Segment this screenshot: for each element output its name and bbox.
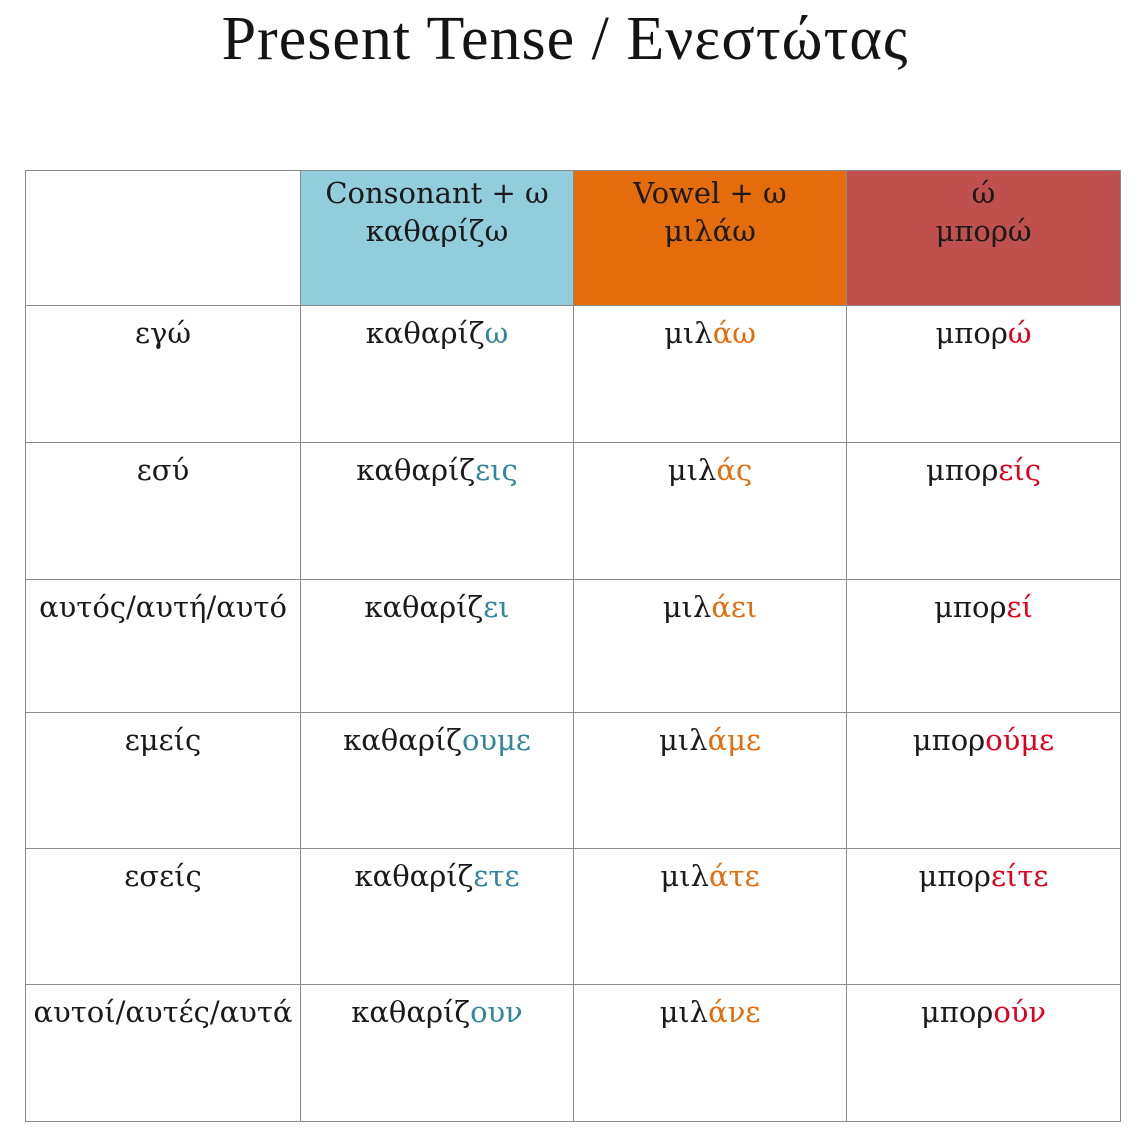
pronoun-text: εγώ (134, 316, 191, 350)
accent-cell (847, 580, 1121, 713)
vowel-cell (574, 985, 847, 1122)
pronoun-cell (26, 306, 301, 443)
pronoun-text: αυτοί/αυτές/αυτά (33, 995, 293, 1029)
table-row (26, 849, 1121, 985)
consonant-cell (301, 713, 574, 849)
verb-ending: άτε (708, 859, 760, 893)
verb-ending: ετε (473, 859, 520, 893)
consonant-cell (301, 849, 574, 985)
verb-stem: καθαρίζ (351, 995, 471, 1029)
verb-ending: ούμε (985, 723, 1055, 757)
pronoun-cell (26, 985, 301, 1122)
pronoun-cell (26, 580, 301, 713)
verb-stem: μιλ (664, 316, 713, 350)
pronoun-cell (26, 713, 301, 849)
verb-stem: μιλ (662, 590, 712, 624)
verb-ending: άς (716, 453, 753, 487)
header-corner-cell (26, 171, 301, 306)
verb-ending: ουμε (461, 723, 531, 757)
vowel-cell (574, 443, 847, 580)
verb-ending: άω (712, 316, 756, 350)
verb-stem: μιλ (658, 723, 708, 757)
header-accent-label: ώ (971, 176, 996, 210)
accent-cell (847, 306, 1121, 443)
header-vowel-group (574, 171, 847, 306)
header-consonant-example: καθαρίζω (365, 214, 509, 248)
page-title: Present Tense / Ενεστώτας (221, 5, 909, 73)
pronoun-text: αυτός/αυτή/αυτό (39, 590, 287, 624)
pronoun-cell (26, 849, 301, 985)
vowel-cell (574, 713, 847, 849)
table-row (26, 306, 1121, 443)
verb-stem: μπορ (935, 316, 1008, 350)
verb-stem: καθαρίζ (364, 590, 484, 624)
pronoun-text: εμείς (124, 723, 202, 757)
verb-stem: μπορ (920, 995, 994, 1029)
pronoun-text: εσείς (124, 859, 202, 893)
verb-ending: εις (475, 453, 518, 487)
pronoun-text: εσύ (136, 453, 190, 487)
verb-ending: εί (1006, 590, 1033, 624)
header-accent-group (847, 171, 1121, 306)
verb-ending: άνε (708, 995, 761, 1029)
vowel-cell (574, 306, 847, 443)
vowel-cell (574, 580, 847, 713)
verb-ending: ω (484, 316, 509, 350)
verb-ending: άει (711, 590, 758, 624)
verb-stem: μπορ (918, 859, 991, 893)
conjugation-table (25, 170, 1121, 1122)
table-row (26, 985, 1121, 1122)
verb-stem: καθαρίζ (365, 316, 485, 350)
verb-ending: ώ (1007, 316, 1032, 350)
verb-ending: ουν (470, 995, 523, 1029)
vowel-cell (574, 849, 847, 985)
accent-cell (847, 849, 1121, 985)
verb-stem: μιλ (667, 453, 717, 487)
verb-ending: άμε (707, 723, 762, 757)
table-row (26, 443, 1121, 580)
header-vowel-example: μιλάω (664, 214, 756, 248)
verb-ending: ει (483, 590, 510, 624)
verb-stem: μιλ (659, 995, 709, 1029)
verb-ending: είτε (990, 859, 1049, 893)
verb-stem: μπορ (934, 590, 1007, 624)
verb-ending: είς (998, 453, 1042, 487)
verb-stem: μπορ (925, 453, 999, 487)
consonant-cell (301, 580, 574, 713)
pronoun-cell (26, 443, 301, 580)
header-accent-example: μπορώ (935, 214, 1032, 248)
table-header-row (26, 171, 1121, 306)
verb-stem: καθαρίζ (343, 723, 462, 757)
table-row (26, 580, 1121, 713)
verb-stem: καθαρίζ (356, 453, 476, 487)
verb-stem: καθαρίζ (354, 859, 474, 893)
accent-cell (847, 985, 1121, 1122)
verb-stem: μιλ (660, 859, 709, 893)
header-consonant-group (301, 171, 574, 306)
accent-cell (847, 443, 1121, 580)
verb-stem: μπορ (912, 723, 986, 757)
header-consonant-label: Consonant + ω (325, 176, 549, 210)
table-row (26, 713, 1121, 849)
accent-cell (847, 713, 1121, 849)
consonant-cell (301, 306, 574, 443)
consonant-cell (301, 985, 574, 1122)
header-vowel-label: Vowel + ω (633, 176, 787, 210)
consonant-cell (301, 443, 574, 580)
verb-ending: ούν (993, 995, 1047, 1029)
